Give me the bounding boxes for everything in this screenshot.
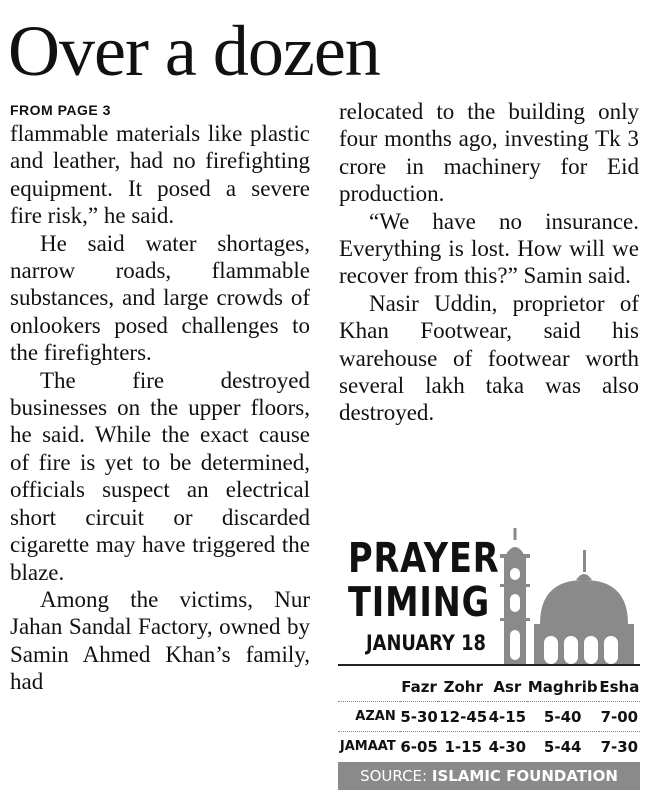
prayer-title-line: TIMING xyxy=(348,578,491,626)
source-prefix: SOURCE: xyxy=(360,767,432,785)
table-row xyxy=(338,732,640,762)
prayer-title-line: PRAYER xyxy=(348,534,500,582)
row-label: JAMAAT xyxy=(338,732,400,762)
prayer-times-table xyxy=(338,672,640,761)
prayer-timing-box xyxy=(338,528,640,794)
divider xyxy=(338,664,640,666)
table-cell: 5-44 xyxy=(527,732,599,762)
paragraph: The fire destroyed businesses on the upper floors, he said. While the exact cause of fire is yet to be determined, officials suspect an electrical short circuit or discarded cigarette may have triggered the blaze. xyxy=(10,367,310,585)
article-column-left xyxy=(10,100,310,696)
paragraph: Among the victims, Nur Jahan Sandal Factory, owned by Samin Ahmed Khan’s family, had xyxy=(10,586,310,695)
paragraph: He said water shortages, narrow roads, flammable substances, and large crowds of onlookers posed challenges to the firefighters. xyxy=(10,230,310,366)
table-header-cell xyxy=(338,672,400,702)
table-cell: 5-30 xyxy=(400,702,439,732)
table-cell: 12-45 xyxy=(438,702,488,732)
article-column-right xyxy=(339,98,639,427)
jump-label: FROM PAGE 3 xyxy=(10,102,111,118)
prayer-title xyxy=(348,536,499,624)
paragraph: relocated to the building only four months ago, investing Tk 3 crore in machinery for Eid production. xyxy=(339,99,639,207)
source-bar xyxy=(338,762,640,790)
paragraph: “We have no insurance. Everything is lost. How will we recover from this?” Samin said. xyxy=(339,208,639,289)
table-header-cell: Zohr xyxy=(443,677,483,696)
table-header-row xyxy=(338,672,640,702)
source-name: ISLAMIC FOUNDATION xyxy=(431,767,618,785)
table-header-cell: Asr xyxy=(493,677,522,696)
table-row xyxy=(338,702,640,732)
table-cell: 4-15 xyxy=(488,702,527,732)
table-cell: 4-30 xyxy=(488,732,527,762)
prayer-date: JANUARY 18 xyxy=(366,631,486,655)
paragraph: Nasir Uddin, proprietor of Khan Footwear, said his warehouse of footwear worth several lakh taka was also destroyed. xyxy=(339,290,639,426)
table-cell: 7-30 xyxy=(599,732,640,762)
table-cell: 7-00 xyxy=(599,702,640,732)
row-label: AZAN xyxy=(338,702,400,732)
table-cell: 1-15 xyxy=(438,732,488,762)
table-header-cell: Esha xyxy=(599,677,640,696)
table-cell: 5-40 xyxy=(527,702,599,732)
mosque-icon xyxy=(498,528,638,664)
paragraph: flammable materials like plastic and leather, had no firefighting equipment. It posed a severe fire risk,” he said. xyxy=(10,121,310,229)
table-cell: 6-05 xyxy=(400,732,439,762)
table-header-cell: Maghrib xyxy=(527,677,598,696)
headline: Over a dozen xyxy=(8,11,380,91)
table-header-cell: Fazr xyxy=(401,677,437,696)
